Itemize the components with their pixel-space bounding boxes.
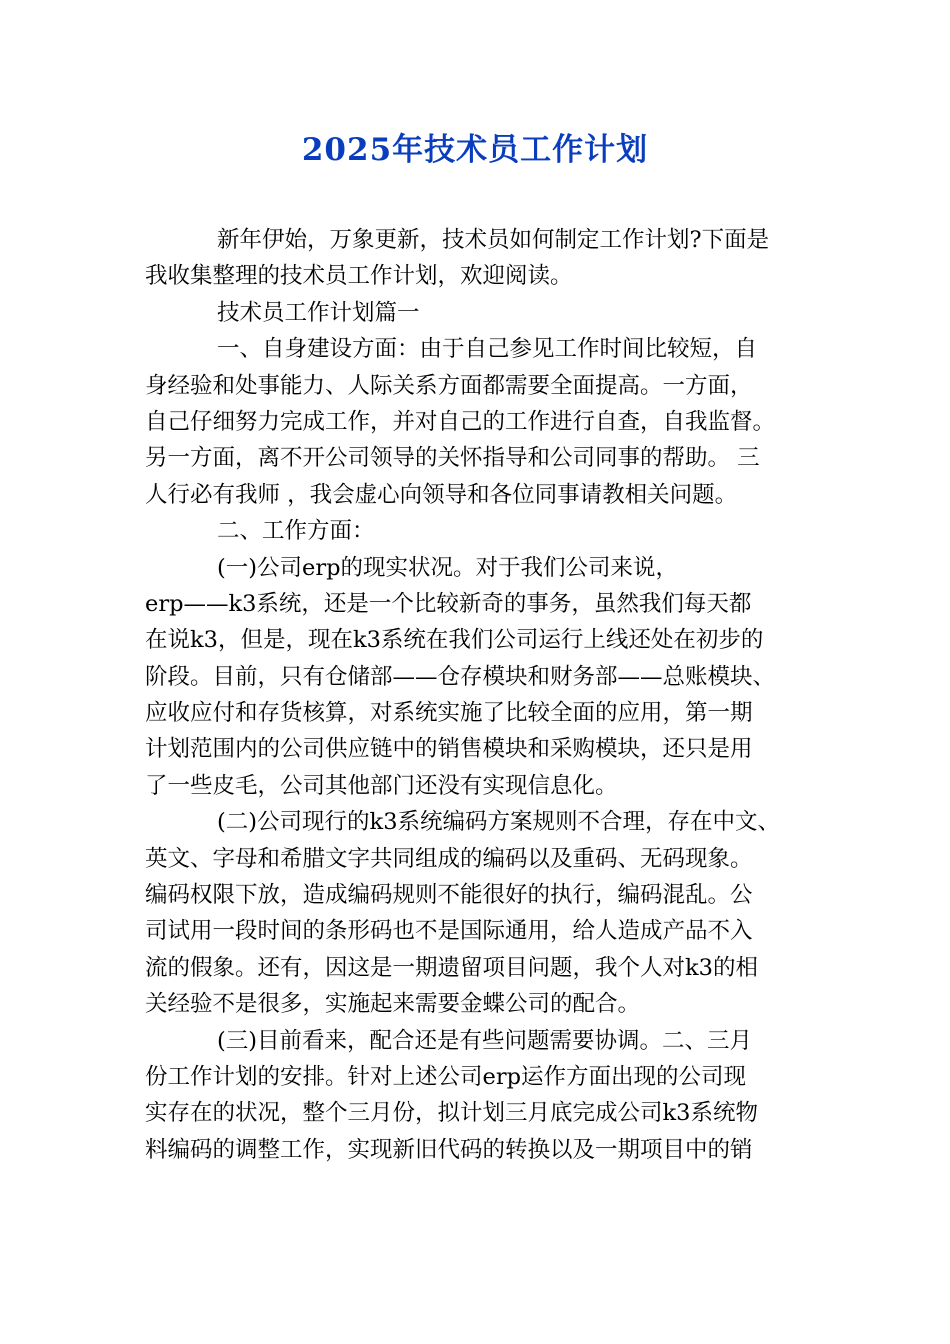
text-line: (二)公司现行的k3系统编码方案规则不合理，存在中文、 (217, 809, 781, 836)
document-title: 2025年技术员工作计划 (301, 132, 649, 168)
text-line: 一、自身建设方面：由于自己参见工作时间比较短，自 (217, 336, 758, 363)
text-line: 司试用一段时间的条形码也不是国际通用，给人造成产品不入 (145, 918, 753, 945)
text-line: 身经验和处事能力、人际关系方面都需要全面提高。一方面， (145, 372, 753, 399)
text-line: 在说k3，但是，现在k3系统在我们公司运行上线还处在初步的 (145, 627, 764, 654)
text-line: 我收集整理的技术员工作计划，欢迎阅读。 (145, 263, 573, 290)
text-line: 编码权限下放，造成编码规则不能很好的执行，编码混乱。公 (145, 882, 753, 909)
text-line: 应收应付和存货核算，对系统实施了比较全面的应用，第一期 (145, 700, 753, 727)
text-line: 新年伊始，万象更新，技术员如何制定工作计划?下面是 (217, 227, 770, 253)
text-line: 英文、字母和希腊文字共同组成的编码以及重码、无码现象。 (145, 845, 753, 872)
text-line: (三)目前看来，配合还是有些问题需要协调。二、三月 (217, 1027, 753, 1054)
text-line: 另一方面，离不开公司领导的关怀指导和公司同事的帮助。 三 (145, 445, 760, 472)
text-line: erp——k3系统，还是一个比较新奇的事务，虽然我们每天都 (145, 590, 752, 617)
text-line: 料编码的调整工作，实现新旧代码的转换以及一期项目中的销 (145, 1136, 753, 1163)
document-body (145, 222, 815, 1168)
text-line: (一)公司erp的现实状况。对于我们公司来说， (217, 554, 679, 581)
text-line: 人行必有我师 ，我会虚心向领导和各位同事请教相关问题。 (145, 481, 738, 508)
text-line: 二、工作方面： (217, 518, 375, 545)
text-line: 技术员工作计划篇一 (217, 299, 420, 326)
text-line: 实存在的状况，整个三月份，拟计划三月底完成公司k3系统物 (145, 1100, 758, 1127)
text-line: 关经验不是很多，实施起来需要金蝶公司的配合。 (145, 991, 641, 1018)
text-line: 流的假象。还有，因这是一期遗留项目问题，我个人对k3的相 (145, 954, 758, 981)
text-line: 了一些皮毛，公司其他部门还没有实现信息化。 (145, 772, 618, 799)
text-line: 计划范围内的公司供应链中的销售模块和采购模块，还只是用 (145, 736, 753, 763)
text-line: 份工作计划的安排。针对上述公司erp运作方面出现的公司现 (145, 1063, 746, 1090)
text-line: 自己仔细努力完成工作，并对自己的工作进行自查，自我监督。 (145, 408, 776, 435)
text-line: 阶段。目前，只有仓储部——仓存模块和财务部——总账模块、 (145, 663, 776, 690)
